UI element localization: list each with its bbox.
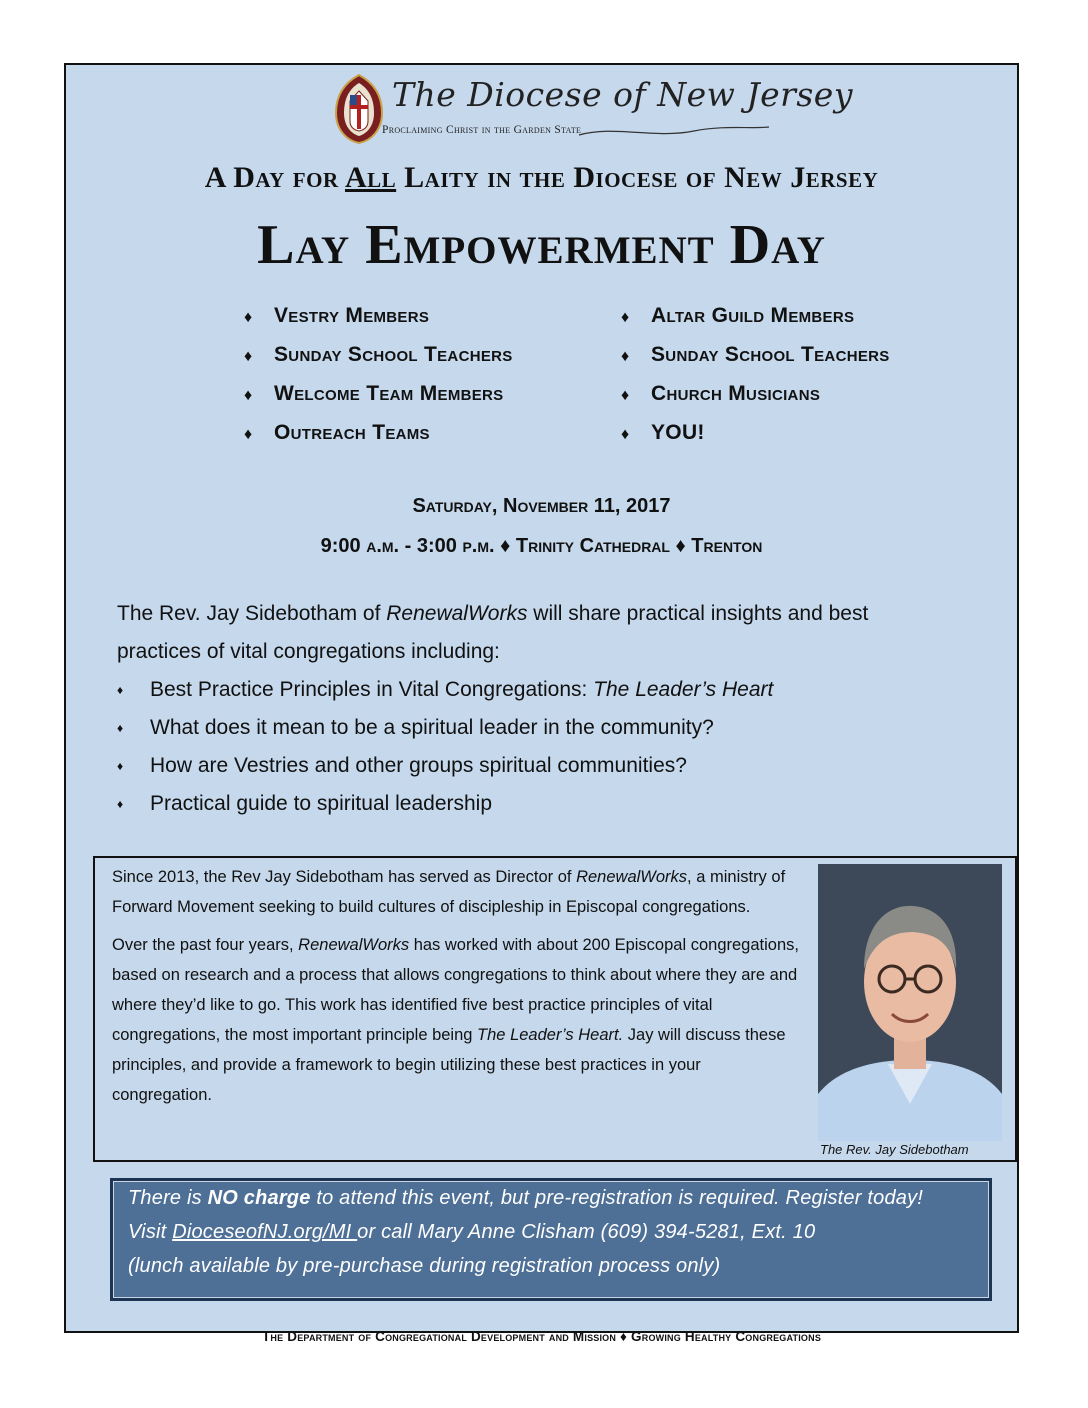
subheading-emphasis: All — [344, 161, 397, 194]
diocese-name: The Diocese of New Jersey — [392, 75, 853, 114]
registration-line: (lunch available by pre-purchase during registration process only) — [128, 1255, 721, 1277]
diocese-seal-icon — [334, 73, 384, 145]
footer: The Department of Congregational Development and Mission ♦ Growing Healthy Congregations — [261, 1329, 822, 1344]
event-time-location: 9:00 a.m. - 3:00 p.m. ♦ Trinity Cathedral ♦ Trenton — [320, 535, 763, 557]
role-item: ♦ Welcome Team Members — [244, 382, 504, 405]
bio-paragraph: Over the past four years, RenewalWorks has worked with about 200 Episcopal congregations, based on research and a process that allows congregations to think about where they are and where they’d like to go. This work has identified five best practice principles of vital congregations, the most important principle being The Leader’s Heart. Jay will discuss these principles, and provide a framework to begin utilizing these best practices in your congregation. — [112, 936, 799, 1104]
flyer — [64, 63, 1019, 1344]
registration-panel — [113, 1181, 989, 1298]
intro-paragraph: The Rev. Jay Sidebotham of RenewalWorks will share practical insights and best practices of vital congregations including: — [117, 602, 869, 663]
photo-caption: The Rev. Jay Sidebotham — [820, 1142, 969, 1157]
speaker-photo — [818, 864, 1002, 1141]
org-name: RenewalWorks — [386, 602, 528, 625]
role-item: ♦ YOU! — [621, 421, 705, 444]
list-item: ♦ What does it mean to be a spiritual leader in the community? — [117, 716, 714, 739]
flourish-icon — [574, 121, 774, 141]
speaker-bio-box — [93, 856, 1017, 1162]
diocese-logo — [334, 73, 853, 149]
bio-paragraph: Since 2013, the Rev Jay Sidebotham has served as Director of RenewalWorks, a ministry of Forward Movement seeking to build cultures of discipleship in Episcopal congregations. — [112, 868, 786, 916]
page-title: Lay Empowerment Day — [257, 214, 826, 276]
speaker-portrait-icon — [818, 864, 1002, 1141]
speaker-bio-text — [112, 862, 802, 1118]
list-item: ♦ How are Vestries and other groups spiritual communities? — [117, 754, 687, 777]
list-item: ♦ Best Practice Principles in Vital Congregations: The Leader’s Heart — [117, 678, 774, 701]
subheading: A Day for All Laity in the Diocese of New Jersey — [204, 161, 879, 194]
role-item: ♦ Altar Guild Members — [621, 304, 855, 327]
role-item: ♦ Sunday School Teachers — [244, 343, 513, 366]
event-date: Saturday, November 11, 2017 — [412, 495, 671, 517]
registration-link[interactable]: DioceseofNJ.org/MI — [172, 1221, 358, 1243]
registration-line: There is NO charge to attend this event, but pre-registration is required. Register today! — [128, 1187, 924, 1209]
registration-box — [110, 1178, 992, 1301]
role-item: ♦ Church Musicians — [621, 382, 821, 405]
role-item: ♦ Sunday School Teachers — [621, 343, 890, 366]
role-item: ♦ Outreach Teams — [244, 421, 430, 444]
registration-line: Visit DioceseofNJ.org/MI or call Mary Anne Clisham (609) 394-5281, Ext. 10 — [128, 1221, 816, 1243]
no-charge-text: NO charge — [207, 1187, 311, 1209]
role-item: ♦ Vestry Members — [244, 304, 430, 327]
diocese-tagline: Proclaiming Christ in the Garden State — [382, 124, 582, 136]
list-item: ♦ Practical guide to spiritual leadership — [117, 792, 493, 815]
